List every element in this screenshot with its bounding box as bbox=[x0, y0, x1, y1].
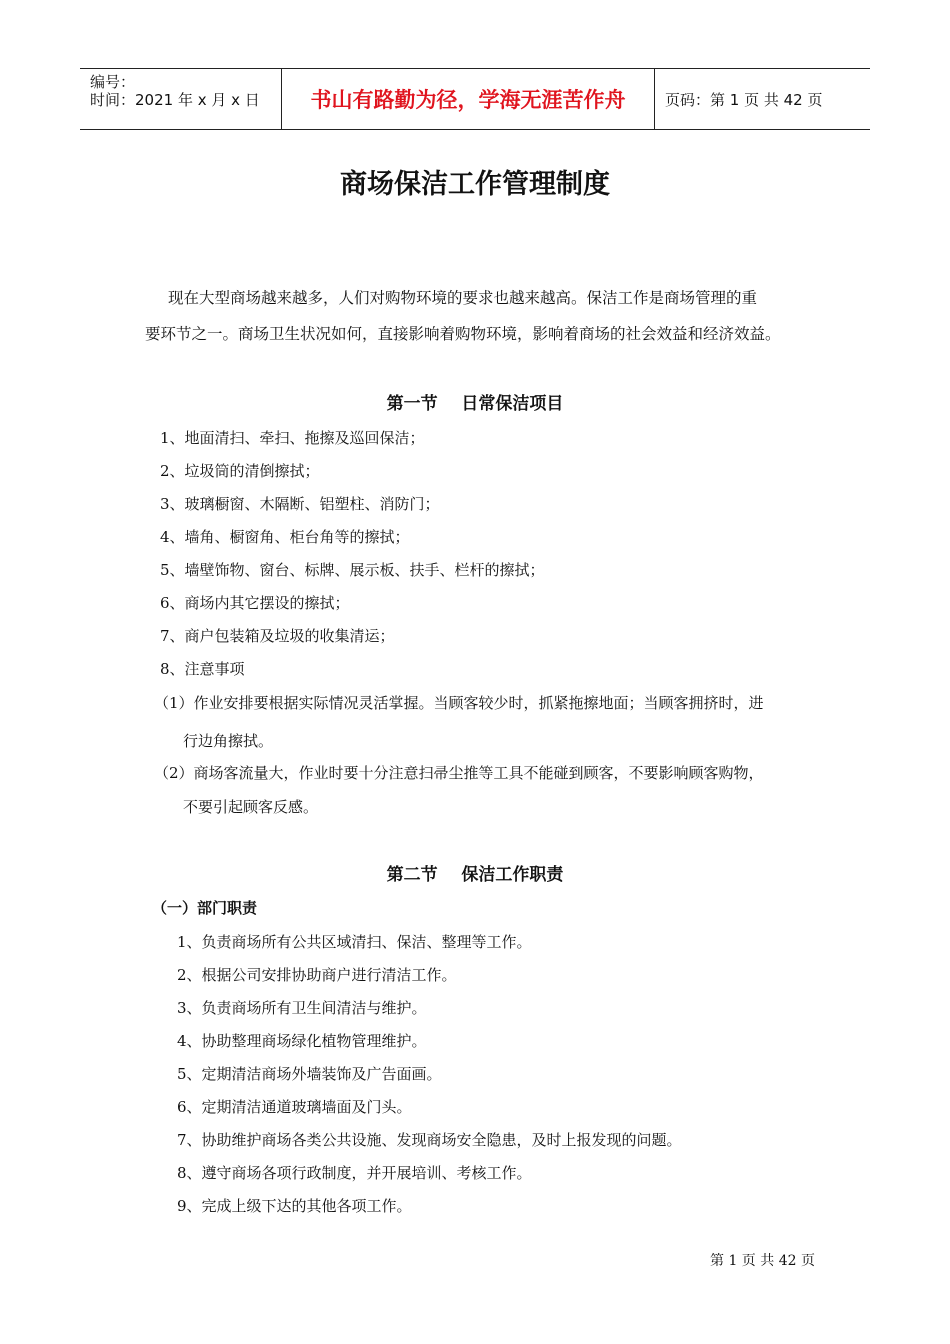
list-item: 3、负责商场所有卫生间清洁与维护。 bbox=[177, 999, 427, 1017]
list-item: 4、协助整理商场绿化植物管理维护。 bbox=[177, 1032, 427, 1050]
header-meta bbox=[80, 69, 282, 129]
section-1-heading: 第一节 日常保洁项目 bbox=[386, 394, 564, 414]
list-item: 5、定期清洁商场外墙装饰及广告面画。 bbox=[177, 1065, 442, 1083]
list-item: 1、负责商场所有公共区域清扫、保洁、整理等工作。 bbox=[177, 933, 532, 951]
list-item: 5、墙壁饰物、窗台、标牌、展示板、扶手、栏杆的擦拭； bbox=[160, 561, 545, 579]
note-2-line-1: （2）商场客流量大，作业时要十分注意扫帚尘推等工具不能碰到顾客，不要影响顾客购物， bbox=[154, 764, 764, 782]
list-item: 4、墙角、橱窗角、柜台角等的擦拭； bbox=[160, 528, 410, 546]
list-item: 2、根据公司安排协助商户进行清洁工作。 bbox=[177, 966, 457, 984]
list-item: 2、垃圾筒的清倒擦拭； bbox=[160, 462, 320, 480]
list-item: 1、地面清扫、牵扫、拖擦及巡回保洁； bbox=[160, 429, 425, 447]
list-item: 7、协助维护商场各类公共设施、发现商场安全隐患，及时上报发现的问题。 bbox=[177, 1131, 682, 1149]
document-number-label: 编号： bbox=[90, 73, 136, 91]
list-item: 6、商场内其它摆设的擦拭； bbox=[160, 594, 350, 612]
list-item: 9、完成上级下达的其他各项工作。 bbox=[177, 1197, 412, 1215]
header-page-info: 页码：第 1 页 共 42 页 bbox=[665, 90, 823, 109]
section-2-subheading: （一）部门职责 bbox=[152, 899, 258, 917]
page-footer: 第 1 页 共 42 页 bbox=[710, 1253, 815, 1269]
note-1-line-2: 行边角擦拭。 bbox=[183, 732, 274, 750]
section-2-heading: 第二节 保洁工作职责 bbox=[386, 865, 564, 885]
list-item: 7、商户包装箱及垃圾的收集清运； bbox=[160, 627, 395, 645]
document-title: 商场保洁工作管理制度 bbox=[340, 169, 610, 200]
note-2-line-2: 不要引起顾客反感。 bbox=[183, 798, 319, 816]
document-header bbox=[80, 68, 870, 130]
list-item: 8、遵守商场各项行政制度，并开展培训、考核工作。 bbox=[177, 1164, 532, 1182]
intro-line-1: 现在大型商场越来越多，人们对购物环境的要求也越来越高。保洁工作是商场管理的重 bbox=[168, 289, 758, 307]
intro-line-2: 要环节之一。商场卫生状况如何，直接影响着购物环境，影响着商场的社会效益和经济效益。 bbox=[145, 325, 781, 343]
list-item: 6、定期清洁通道玻璃墙面及门头。 bbox=[177, 1098, 412, 1116]
list-item: 8、注意事项 bbox=[160, 660, 245, 678]
list-item: 3、玻璃橱窗、木隔断、铝塑柱、消防门； bbox=[160, 495, 440, 513]
header-motto: 书山有路勤为径，学海无涯苦作舟 bbox=[282, 69, 655, 129]
note-1-line-1: （1）作业安排要根据实际情况灵活掌握。当顾客较少时，抓紧拖擦地面；当顾客拥挤时，进 bbox=[154, 694, 764, 712]
document-date: 时间：2021 年 x 月 x 日 bbox=[90, 91, 260, 109]
